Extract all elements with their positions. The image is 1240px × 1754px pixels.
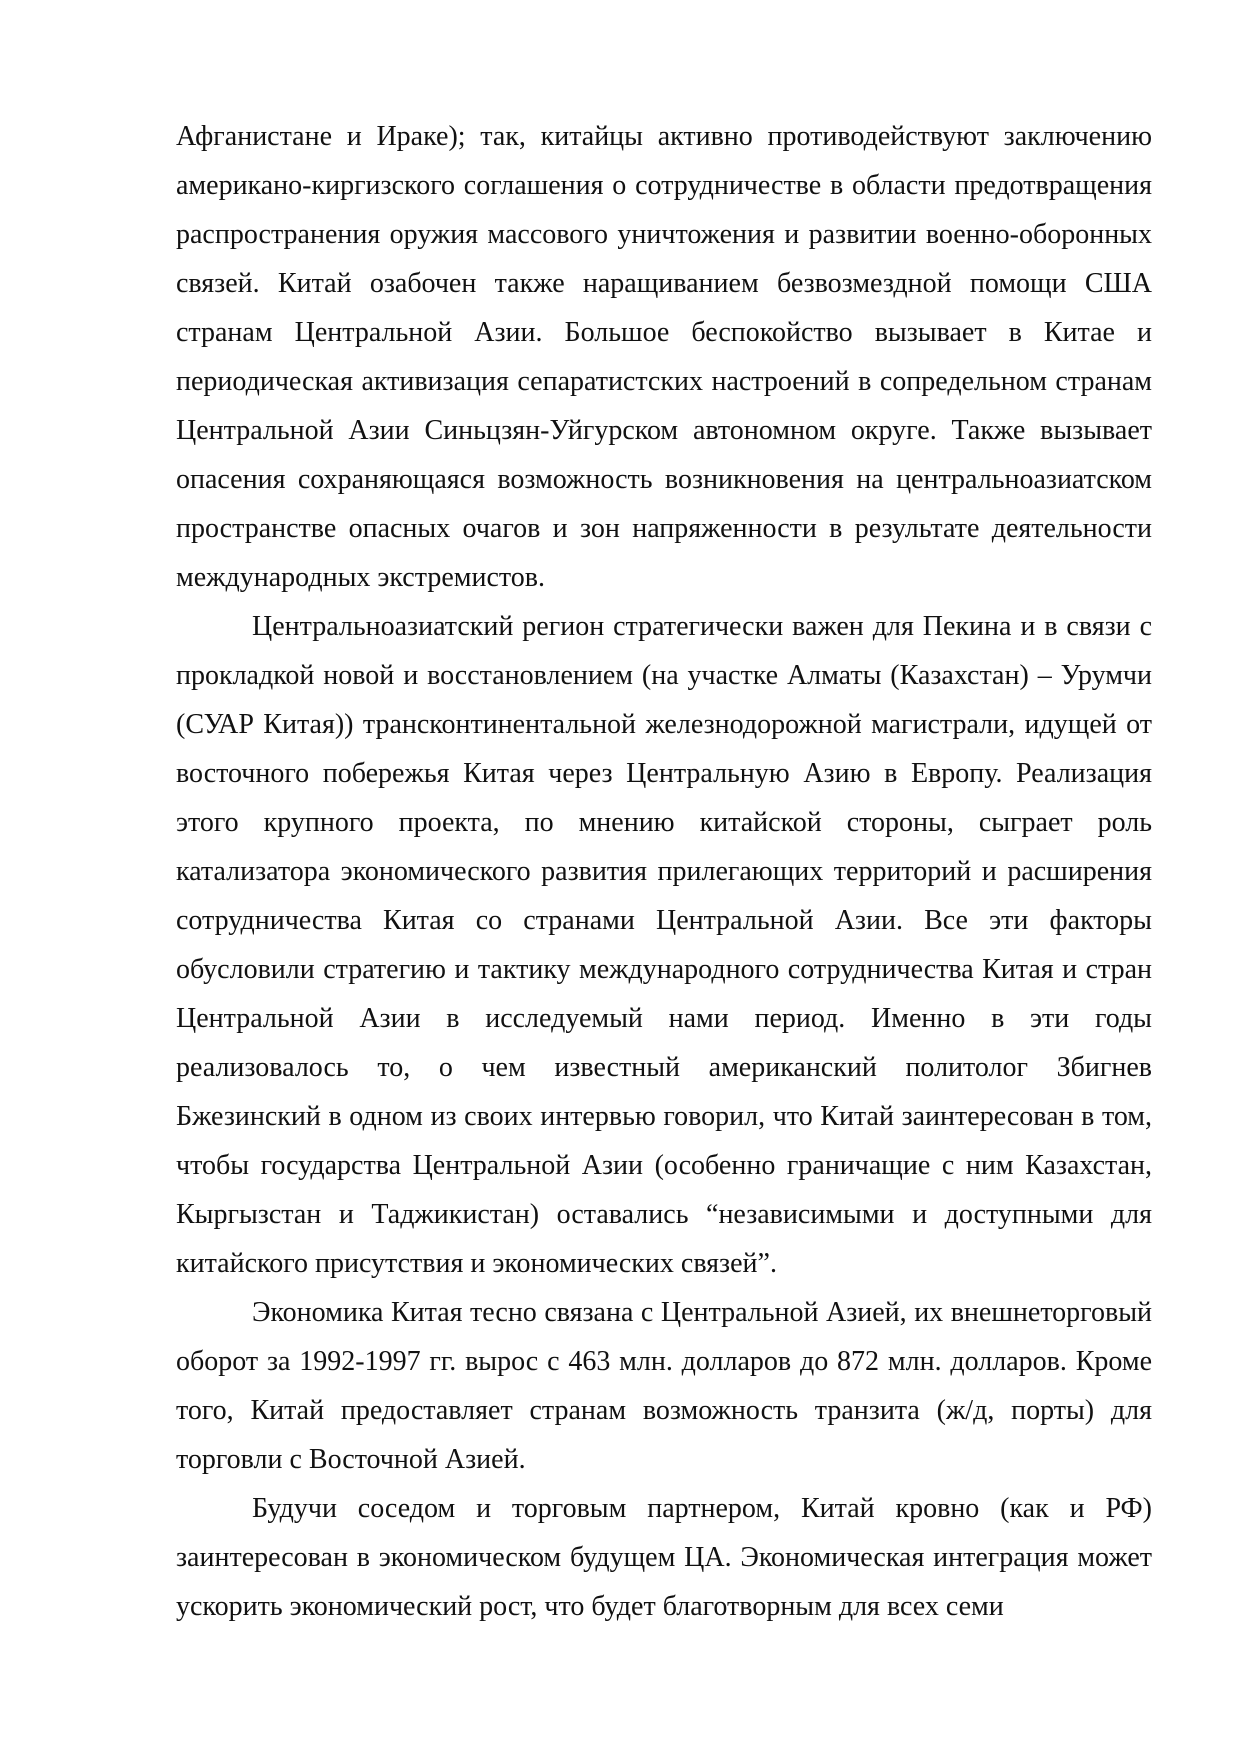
paragraph-1: Афганистане и Ираке); так, китайцы активно противодействуют заключению американо-киргизского соглашения о сотрудничестве в области предотвращения распространения оружия массового уничтожения и развитии военно-оборонных связей. Китай озабочен также наращиванием безвозмездной помощи США странам Центральной Азии. Большое беспокойство вызывает в Китае и периодическая активизация сепаратистских настроений в сопредельном странам Центральной Азии Синьцзян-Уйгурском автономном округе. Также вызывает опасения сохраняющаяся возможность возникновения на центральноазиатском пространстве опасных очагов и зон напряженности в результате деятельности международных экстремистов. <box>176 121 1152 593</box>
document-body <box>176 112 1152 1631</box>
paragraph-3: Экономика Китая тесно связана с Центральной Азией, их внешнеторговый оборот за 1992-1997 гг. вырос с 463 млн. долларов до 872 млн. долларов. Кроме того, Китай предоставляет странам возможность транзита (ж/д, порты) для торговли с Восточной Азией. <box>176 1297 1152 1475</box>
paragraph-4: Будучи соседом и торговым партнером, Китай кровно (как и РФ) заинтересован в экономическом будущем ЦА. Экономическая интеграция может ускорить экономический рост, что будет благотворным для всех семи <box>176 1493 1152 1622</box>
paragraph-2: Центральноазиатский регион стратегически важен для Пекина и в связи с прокладкой новой и восстановлением (на участке Алматы (Казахстан) – Урумчи (СУАР Китая)) трансконтинентальной железнодорожной магистрали, идущей от восточного побережья Китая через Центральную Азию в Европу. Реализация этого крупного проекта, по мнению китайской стороны, сыграет роль катализатора экономического развития прилегающих территорий и расширения сотрудничества Китая со странами Центральной Азии. Все эти факторы обусловили стратегию и тактику международного сотрудничества Китая и стран Центральной Азии в исследуемый нами период. Именно в эти годы реализовалось то, о чем известный американский политолог Збигнев Бжезинский в одном из своих интервью говорил, что Китай заинтересован в том, чтобы государства Центральной Азии (особенно граничащие с ним Казахстан, Кыргызстан и Таджикистан) оставались “независимыми и доступными для китайского присутствия и экономических связей”. <box>176 611 1152 1279</box>
